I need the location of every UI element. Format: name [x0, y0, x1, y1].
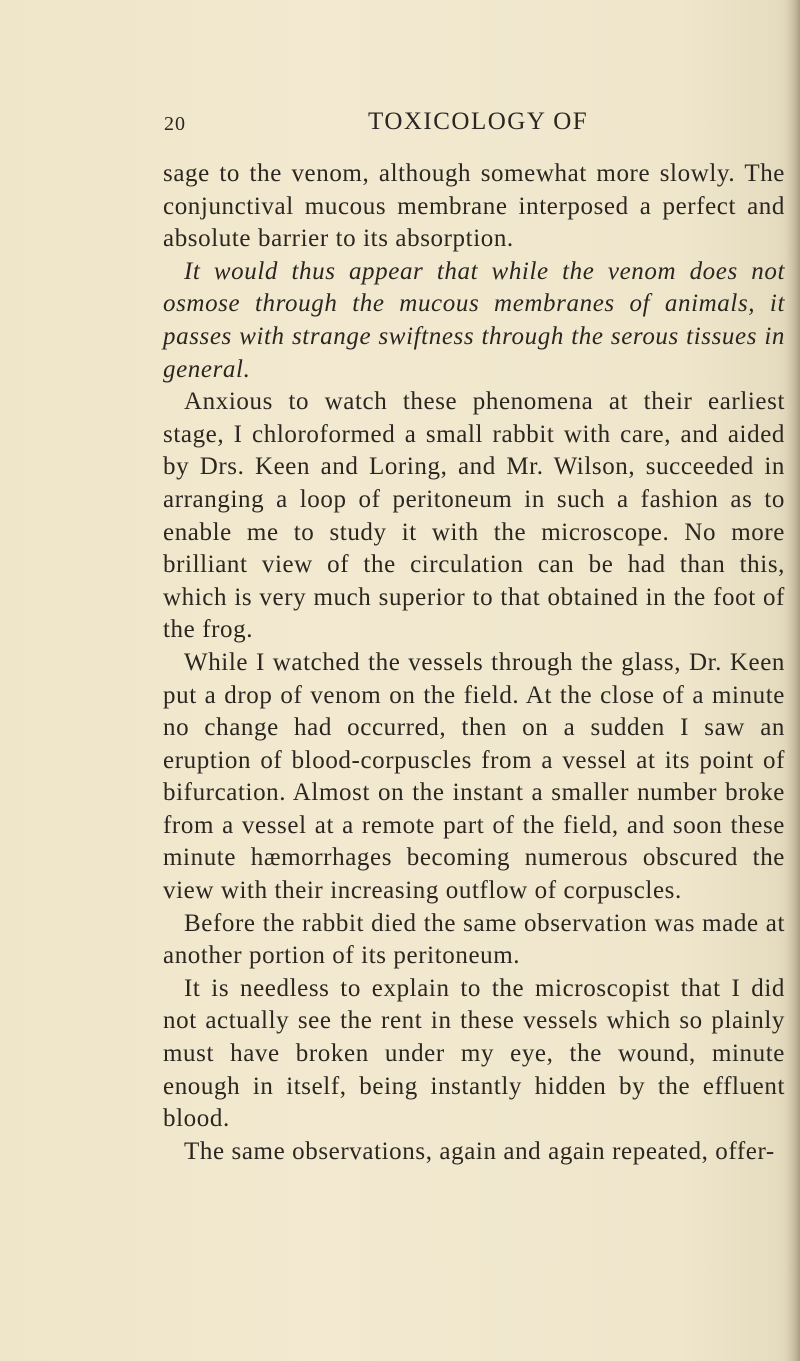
- page-header: [0, 108, 800, 144]
- paragraph-7: The same observations, again and again repeated, offer-: [184, 1137, 775, 1165]
- body-text: [163, 158, 785, 1168]
- paragraph-2-italic: It would thus appear that while the venom does not osmose through the mucous membranes of animals, it passes with strange swiftness through the serous tissues in general.: [163, 257, 785, 383]
- running-head: TOXICOLOGY OF: [368, 108, 589, 135]
- page-edge-shadow: [786, 0, 800, 1361]
- paragraph-1: sage to the venom, although somewhat more slowly. The conjunctival mucous membrane interposed a perfect and absolute barrier to its absorption.: [163, 160, 785, 253]
- page-number: 20: [164, 113, 186, 135]
- paragraph-6: It is needless to explain to the microscopist that I did not actually see the rent in these vessels which so plainly must have broken under my eye, the wound, minute enough in itself, being instantly hidden by the effluent blood.: [163, 974, 785, 1133]
- paragraph-5: Before the rabbit died the same observation was made at another portion of its peritoneum.: [163, 909, 785, 970]
- paragraph-3: Anxious to watch these phenomena at their earliest stage, I chloroformed a small rabbit with care, and aided by Drs. Keen and Loring, and Mr. Wilson, succeeded in arranging a loop of peritoneum in such a fashion as to enable me to study it with the microscope. No more brilliant view of the circulation can be had than this, which is very much superior to that obtained in the foot of the frog.: [163, 388, 785, 644]
- paragraph-4: While I watched the vessels through the glass, Dr. Keen put a drop of venom on the field. At the close of a minute no change had occurred, then on a sudden I saw an eruption of blood-corpuscles from a vessel at its point of bifurcation. Almost on the instant a smaller number broke from a vessel at a remote part of the field, and soon these minute hæmorrhages becoming numerous obscured the view with their increasing outflow of corpuscles.: [163, 648, 785, 905]
